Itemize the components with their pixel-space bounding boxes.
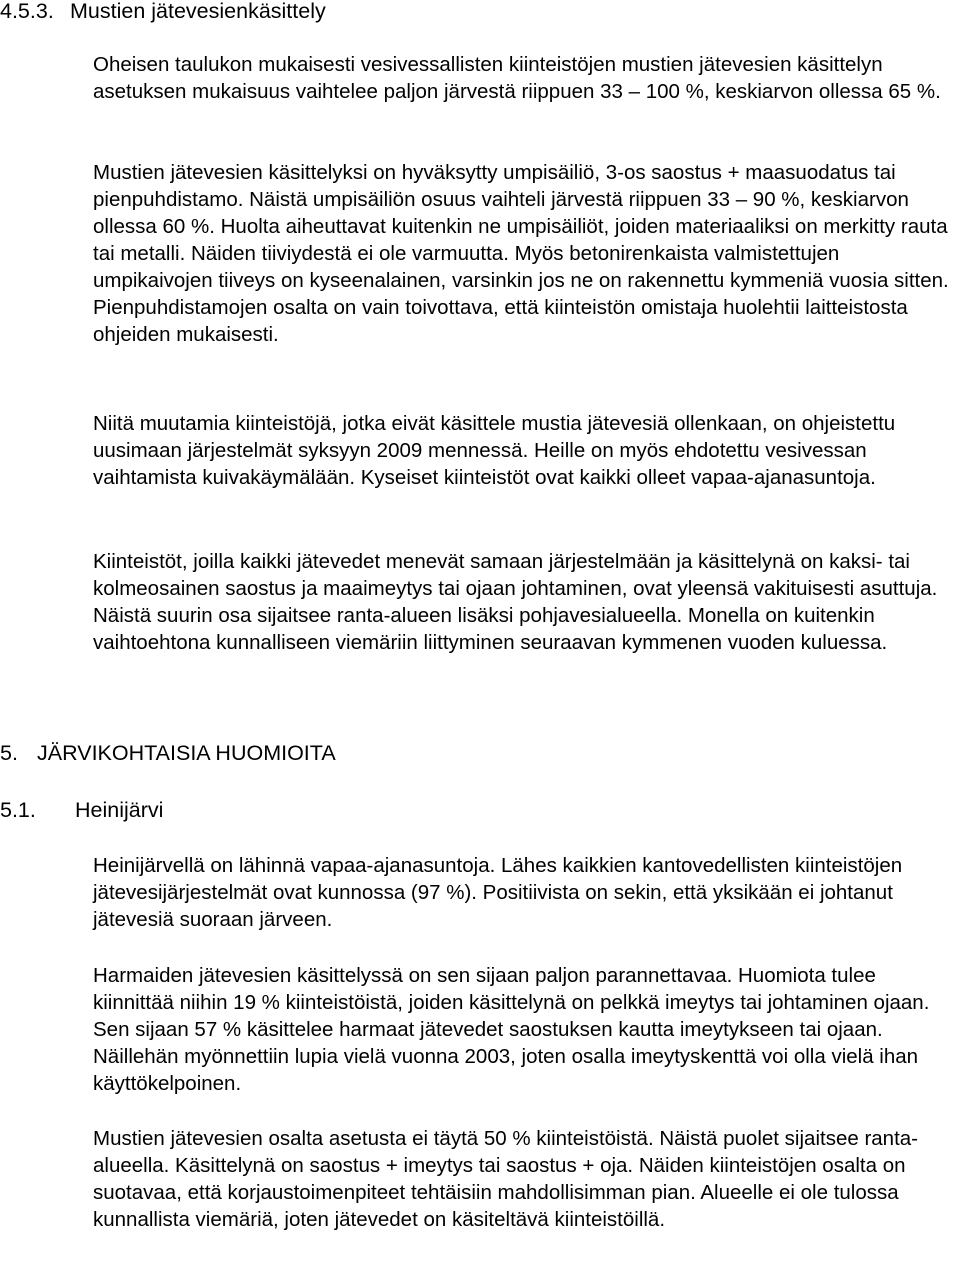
section-title: Heinijärvi xyxy=(75,798,164,822)
paragraph: Mustien jätevesien osalta asetusta ei täytä 50 % kiinteistöistä. Näistä puolet sijaitsee ranta-alueella. Käsittelynä on saostus + imeytys tai saostus + oja. Näiden kiinteistöjen osalta on suotavaa, että korjaustoimenpiteet tehtäisiin mahdollisimman pian. Alueelle ei ole tulossa kunnallista viemäriä, joten jätevedet on käsiteltävä kiinteistöillä. xyxy=(93,1127,918,1231)
section-number: 4.5.3. xyxy=(0,0,54,23)
section-number: 5. xyxy=(0,741,18,765)
section-heading-5-1 xyxy=(0,797,163,824)
section-heading-5 xyxy=(0,740,336,767)
paragraph: Niitä muutamia kiinteistöjä, jotka eivät käsittele mustia jätevesiä ollenkaan, on ohjeistettu uusimaan järjestelmät syksyyn 2009 mennessä. Heille on myös ehdotettu vesivessan vaihtamista kuivakäymälään. Kyseiset kiinteistöt ovat kaikki olleet vapaa-ajanasuntoja. xyxy=(93,412,896,489)
section-title: JÄRVIKOHTAISIA HUOMIOITA xyxy=(37,741,336,765)
paragraph: Heinijärvellä on lähinnä vapaa-ajanasuntoja. Lähes kaikkien kantovedellisten kiinteistöjen jätevesijärjestelmät ovat kunnossa (97 %). Positiivista on sekin, että yksikään ei johtanut jätevesiä suoraan järveen. xyxy=(93,854,903,931)
paragraph: Kiinteistöt, joilla kaikki jätevedet menevät samaan järjestelmään ja käsittelynä on kaksi- tai kolmeosainen saostus ja maaimeytys tai ojaan johtaminen, ovat yleensä vakituisesti asuttuja. Näistä suurin osa sijaitsee ranta-alueen lisäksi pohjavesialueella. Monella on kuitenkin vaihtoehtona kunnalliseen viemäriin liittyminen seuraavan kymmenen vuoden kuluessa. xyxy=(93,550,938,654)
section-heading-4-5-3 xyxy=(0,0,326,25)
section-number: 5.1. xyxy=(0,798,36,822)
paragraph: Oheisen taulukon mukaisesti vesivessallisten kiinteistöjen mustien jätevesien käsittelyn asetuksen mukaisuus vaihtelee paljon järvestä riippuen 33 – 100 %, keskiarvon ollessa 65 %. xyxy=(93,53,941,103)
section-title: Mustien jätevesienkäsittely xyxy=(70,0,326,23)
paragraph: Mustien jätevesien käsittelyksi on hyväksytty umpisäiliö, 3-os saostus + maasuodatus tai pienpuhdistamo. Näistä umpisäiliön osuus vaihteli järvestä riippuen 33 – 90 %, keskiarvon ollessa 60 %. Huolta aiheuttavat kuitenkin ne umpisäiliöt, joiden materiaaliksi on merkitty rauta tai metalli. Näiden tiiviydestä ei ole varmuutta. Myös betonirenkaista valmistettujen umpikaivojen tiiveys on kyseenalainen, varsinkin jos ne on rakennettu kymmeniä vuosia sitten. Pienpuhdistamojen osalta on vain toivottava, että kiinteistön omistaja huolehtii laitteistosta ohjeiden mukaisesti. xyxy=(93,161,949,346)
paragraph: Harmaiden jätevesien käsittelyssä on sen sijaan paljon parannettavaa. Huomiota tulee kiinnittää niihin 19 % kiinteistöistä, joiden käsittelynä on pelkkä imeytys tai johtaminen ojaan. Sen sijaan 57 % käsittelee harmaat jätevedet saostuksen kautta imeytykseen tai ojaan. Näillehän myönnettiin lupia vielä vuonna 2003, joten osalla imeytyskenttä voi olla vielä ihan käyttökelpoinen. xyxy=(93,964,930,1095)
